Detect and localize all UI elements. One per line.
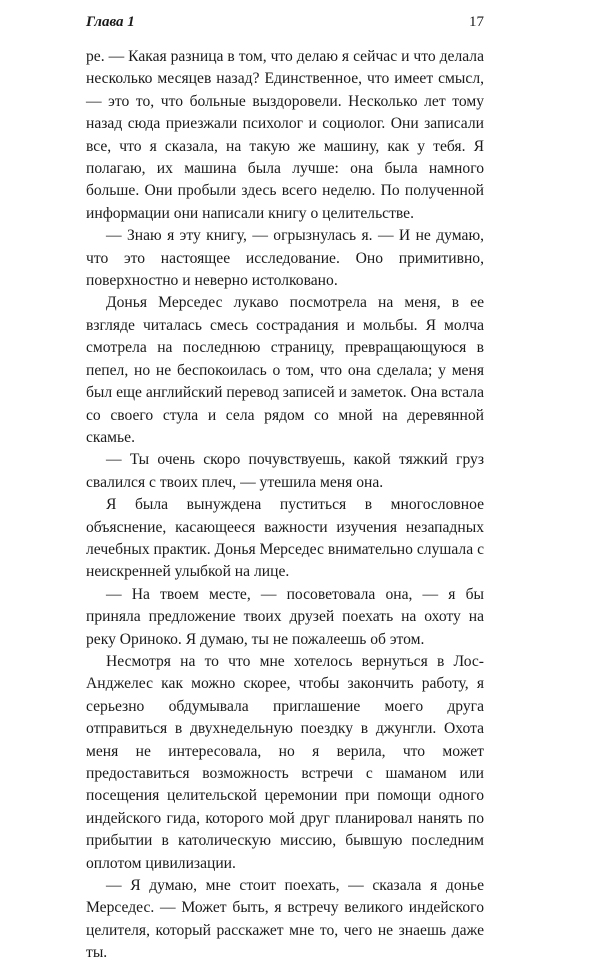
book-page (86, 14, 484, 965)
paragraph: — Ты очень скоро почувствуешь, какой тяжкий груз свалился с твоих плеч, — утешила меня она. (86, 451, 484, 491)
running-header (86, 14, 484, 42)
chapter-title: Глава 1 (86, 14, 135, 30)
paragraph: Несмотря на то что мне хотелось вернуться в Лос-Анджелес как можно скорее, чтобы закончить работу, я серьезно обдумывала приглашение моего друга отправиться в двухнедельную поездку в джунгли. Охота меня не интересовала, но я верила, что может предоставиться возможность встречи с шаманом или посещения целительской церемонии при помощи одного индейского гида, которого мой друг планировал нанять по прибытии в католическую миссию, бывшую последним оплотом цивилизации. (86, 652, 484, 872)
paragraph: ре. — Какая разница в том, что делаю я сейчас и что делала несколько месяцев назад? Единственное, что имеет смысл, — это то, что больные выздоровели. Несколько лет тому назад сюда приезжали психолог и социолог. Они записали все, что я сказала, на такую же машину, как у тебя. Я полагаю, их машина была лучше: она была намного больше. Они пробыли здесь всего неделю. По полученной информации они написали книгу о целительстве. (86, 48, 484, 222)
paragraph: — На твоем месте, — посоветовала она, — я бы приняла предложение твоих друзей поехать на охоту на реку Ориноко. Я думаю, ты не пожалеешь об этом. (86, 585, 484, 648)
body-text (86, 46, 484, 965)
paragraph: — Я думаю, мне стоит поехать, — сказала я донье Мерседес. — Может быть, я встречу великого индейского целителя, который расскажет мне то, чего не знаешь даже ты. (86, 877, 484, 962)
page-number: 17 (469, 14, 484, 30)
paragraph: — Знаю я эту книгу, — огрызнулась я. — И не думаю, что это настоящее исследование. Оно примитивно, поверхностно и неверно истолковано. (86, 227, 484, 290)
paragraph: Я была вынуждена пуститься в многословное объяснение, касающееся важности изучения незападных лечебных практик. Донья Мерседес внимательно слушала с неискренней улыбкой на лице. (86, 496, 484, 581)
paragraph: Донья Мерседес лукаво посмотрела на меня, в ее взгляде читалась смесь сострадания и мольбы. Я молча смотрела на последнюю страницу, превращающуюся в пепел, но не беспокоилась о том, что она сделала; у меня был еще английский перевод записей и заметок. Она встала со своего стула и села рядом со мной на деревянной скамье. (86, 294, 484, 446)
